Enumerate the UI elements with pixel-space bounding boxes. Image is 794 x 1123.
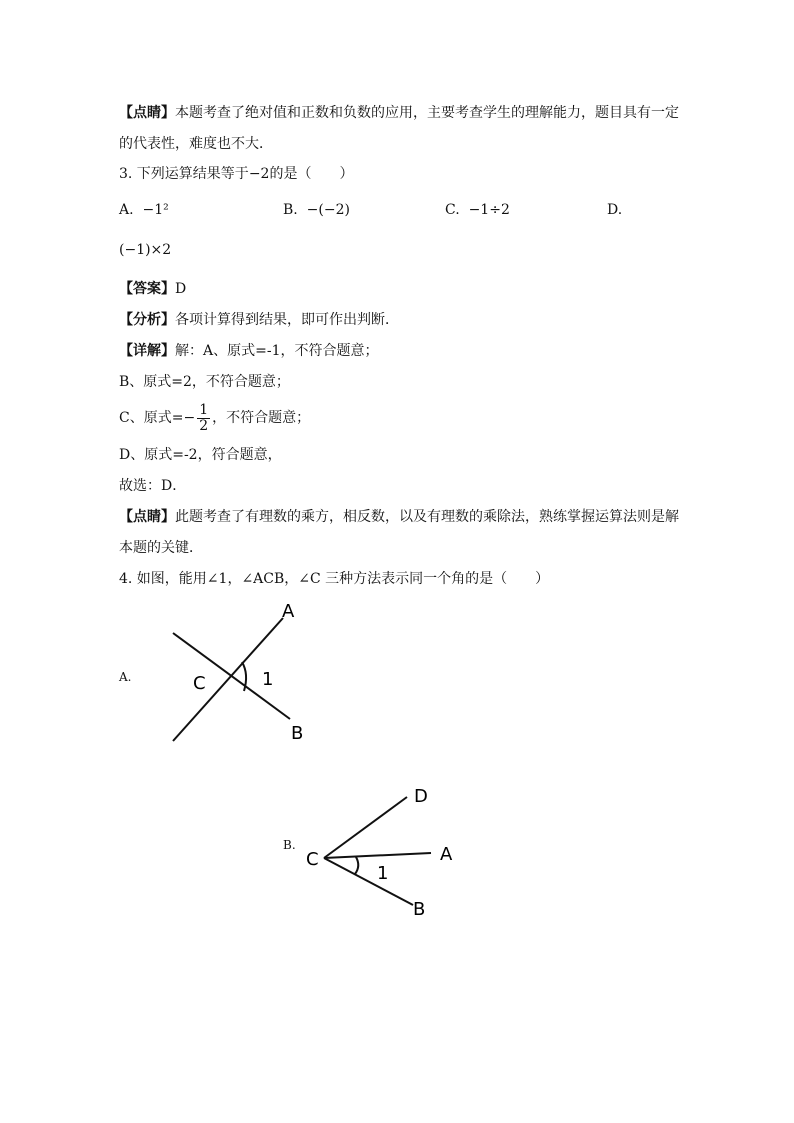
- q3-detail-c: [119, 400, 310, 436]
- comment-tag: 【点睛】: [119, 509, 175, 525]
- q4-stem: 4. 如图，能用∠1，∠ACB，∠C 三种方法表示同一个角的是（ ）: [119, 571, 550, 587]
- ray-cd: [324, 797, 407, 858]
- detail-tag: 【详解】: [119, 343, 175, 359]
- point-c-label: C: [306, 849, 319, 870]
- angle-arc: [355, 857, 358, 874]
- point-a-label: A: [440, 844, 453, 865]
- option-label: C.: [445, 202, 460, 218]
- option-expr: −1²: [142, 202, 169, 218]
- detail-c-post: ，不符合题意；: [212, 410, 311, 426]
- fig-b-option-label: B.: [283, 838, 296, 852]
- option-label: B.: [283, 202, 298, 218]
- comment-text: 此题考查了有理数的乘方，相反数，以及有理数的乘除法，熟练掌握运算法则是解: [175, 509, 679, 525]
- q3-detail-a: [119, 341, 378, 361]
- fig-a-option-label: A.: [119, 670, 132, 684]
- comment-tag: 【点睛】: [119, 105, 175, 121]
- q3-analysis: [119, 310, 399, 330]
- figure-a: [160, 595, 320, 750]
- figure-b: [300, 780, 470, 920]
- ray-ca: [324, 853, 431, 858]
- point-c-label: C: [193, 673, 206, 694]
- detail-text: 解：A、原式=-1，不符合题意；: [175, 343, 379, 359]
- detail-c-pre: C、原式=−: [119, 410, 196, 426]
- q3-option-d-expr: (−1)×2: [119, 242, 172, 258]
- q2-comment-line2: 的代表性，难度也不大．: [119, 136, 273, 152]
- analysis-text: 各项计算得到结果，即可作出判断．: [175, 312, 399, 328]
- q3-option-d: [607, 200, 622, 220]
- analysis-tag: 【分析】: [119, 312, 175, 328]
- comment-text: 本题考查了绝对值和正数和负数的应用，主要考查学生的理解能力，题目具有一定: [175, 105, 679, 121]
- q3-stem: [119, 164, 353, 184]
- q3-detail-d: D、原式=-2，符合题意，: [119, 447, 282, 463]
- option-label: D.: [607, 202, 623, 218]
- point-a-label: A: [282, 601, 295, 622]
- ray-cb: [324, 858, 413, 905]
- fraction: [197, 403, 210, 434]
- q3-stem-text: 3. 下列运算结果等于: [119, 166, 249, 182]
- option-label: A.: [119, 202, 134, 218]
- q3-option-c: [445, 200, 510, 220]
- fraction-denominator: 2: [199, 417, 209, 434]
- option-expr: −1÷2: [468, 202, 510, 218]
- fraction-numerator: 1: [199, 401, 209, 418]
- angle-arc: [242, 662, 246, 691]
- angle-label: 1: [262, 669, 274, 690]
- q3-choice: 故选：D．: [119, 478, 187, 494]
- q3-option-a: [119, 200, 169, 220]
- point-d-label: D: [414, 786, 428, 807]
- q2-comment-line1: [119, 103, 679, 123]
- option-expr: −(−2): [306, 202, 350, 218]
- q3-comment-line1: [119, 507, 679, 527]
- q3-answer: [119, 279, 186, 299]
- q3-detail-b: B、原式=2，不符合题意；: [119, 374, 290, 390]
- q3-stem-value: −2: [248, 166, 270, 182]
- point-b-label: B: [291, 723, 304, 744]
- answer-tag: 【答案】: [119, 281, 175, 297]
- q3-comment-line2: 本题的关键．: [119, 540, 203, 556]
- point-b-label: B: [413, 899, 426, 920]
- angle-label: 1: [377, 863, 389, 884]
- answer-value: D: [175, 281, 187, 297]
- q3-option-b: [283, 200, 350, 220]
- q3-stem-end: 的是（ ）: [269, 166, 354, 182]
